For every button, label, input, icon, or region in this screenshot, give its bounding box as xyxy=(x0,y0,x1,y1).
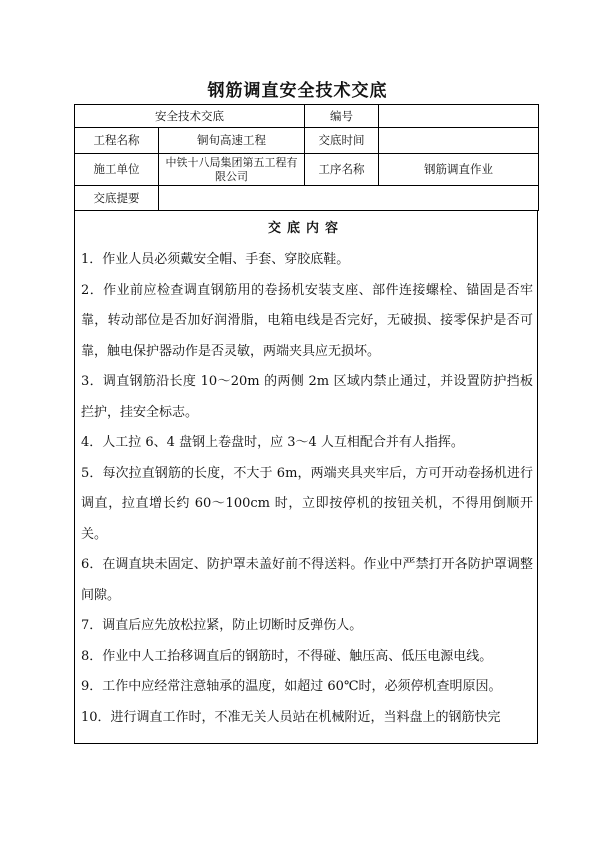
list-item: 6．在调直块未固定、防护罩未盖好前不得送料。作业中严禁打开各防护罩调整间隙。 xyxy=(81,557,533,603)
list-item: 1．作业人员必须戴安全帽、手套、穿胶底鞋。 xyxy=(81,252,350,267)
number-value xyxy=(379,105,539,128)
list-item: 8．作业中人工抬移调直后的钢筋时，不得碰、触压高、低压电源电线。 xyxy=(81,648,493,664)
process-value: 钢筋调直作业 xyxy=(379,154,539,186)
summary-value xyxy=(159,186,539,211)
list-item: 5．每次拉直钢筋的长度，不大于 6m，两端夹具夹牢后，方可开动卷扬机进行调直，拉直增长约 60～100cm 时，立即按停机的按钮关机，不得用倒顺开关。 xyxy=(81,465,533,542)
list-item: 3．调直钢筋沿长度 10～20m 的两侧 2m 区域内禁止通过，并设置防护挡板拦护，挂安全标志。 xyxy=(81,374,533,420)
list-item: 4．人工拉 6、4 盘钢上卷盘时，应 3～4 人互相配合并有人指挥。 xyxy=(81,435,464,450)
unit-value: 中铁十八局集团第五工程有限公司 xyxy=(159,154,305,186)
summary-label: 交底提要 xyxy=(75,186,159,211)
number-label: 编号 xyxy=(305,105,379,128)
list-item: 9．工作中应经常注意轴承的温度，如超过 60℃时，必须停机查明原因。 xyxy=(81,679,502,694)
date-label: 交底时间 xyxy=(305,128,379,154)
header-table xyxy=(74,104,539,211)
list-item: 7．调直后应先放松拉紧，防止切断时反弹伤人。 xyxy=(81,618,363,633)
project-label: 工程名称 xyxy=(75,128,159,154)
doc-type-cell: 安全技术交底 xyxy=(75,105,305,128)
content-section xyxy=(74,210,538,744)
unit-label: 施工单位 xyxy=(75,154,159,186)
process-label: 工序名称 xyxy=(305,154,379,186)
document-title: 钢筋调直安全技术交底 xyxy=(207,81,388,101)
list-item: 2．作业前应检查调直钢筋用的卷扬机安装支座、部件连接螺栓、锚固是否牢靠，转动部位是否加好润滑脂，电箱电线是否完好，无破损、接零保护是否可靠，触电保护器动作是否灵敏，两端夹具应无损坏。 xyxy=(81,282,533,359)
list-item: 10．进行调直工作时，不准无关人员站在机械附近，当料盘上的钢筋快完 xyxy=(81,709,501,725)
date-value xyxy=(379,128,539,154)
project-value: 铜旬高速工程 xyxy=(159,128,305,154)
content-items xyxy=(81,245,533,733)
content-heading: 交底内容 xyxy=(267,221,344,236)
